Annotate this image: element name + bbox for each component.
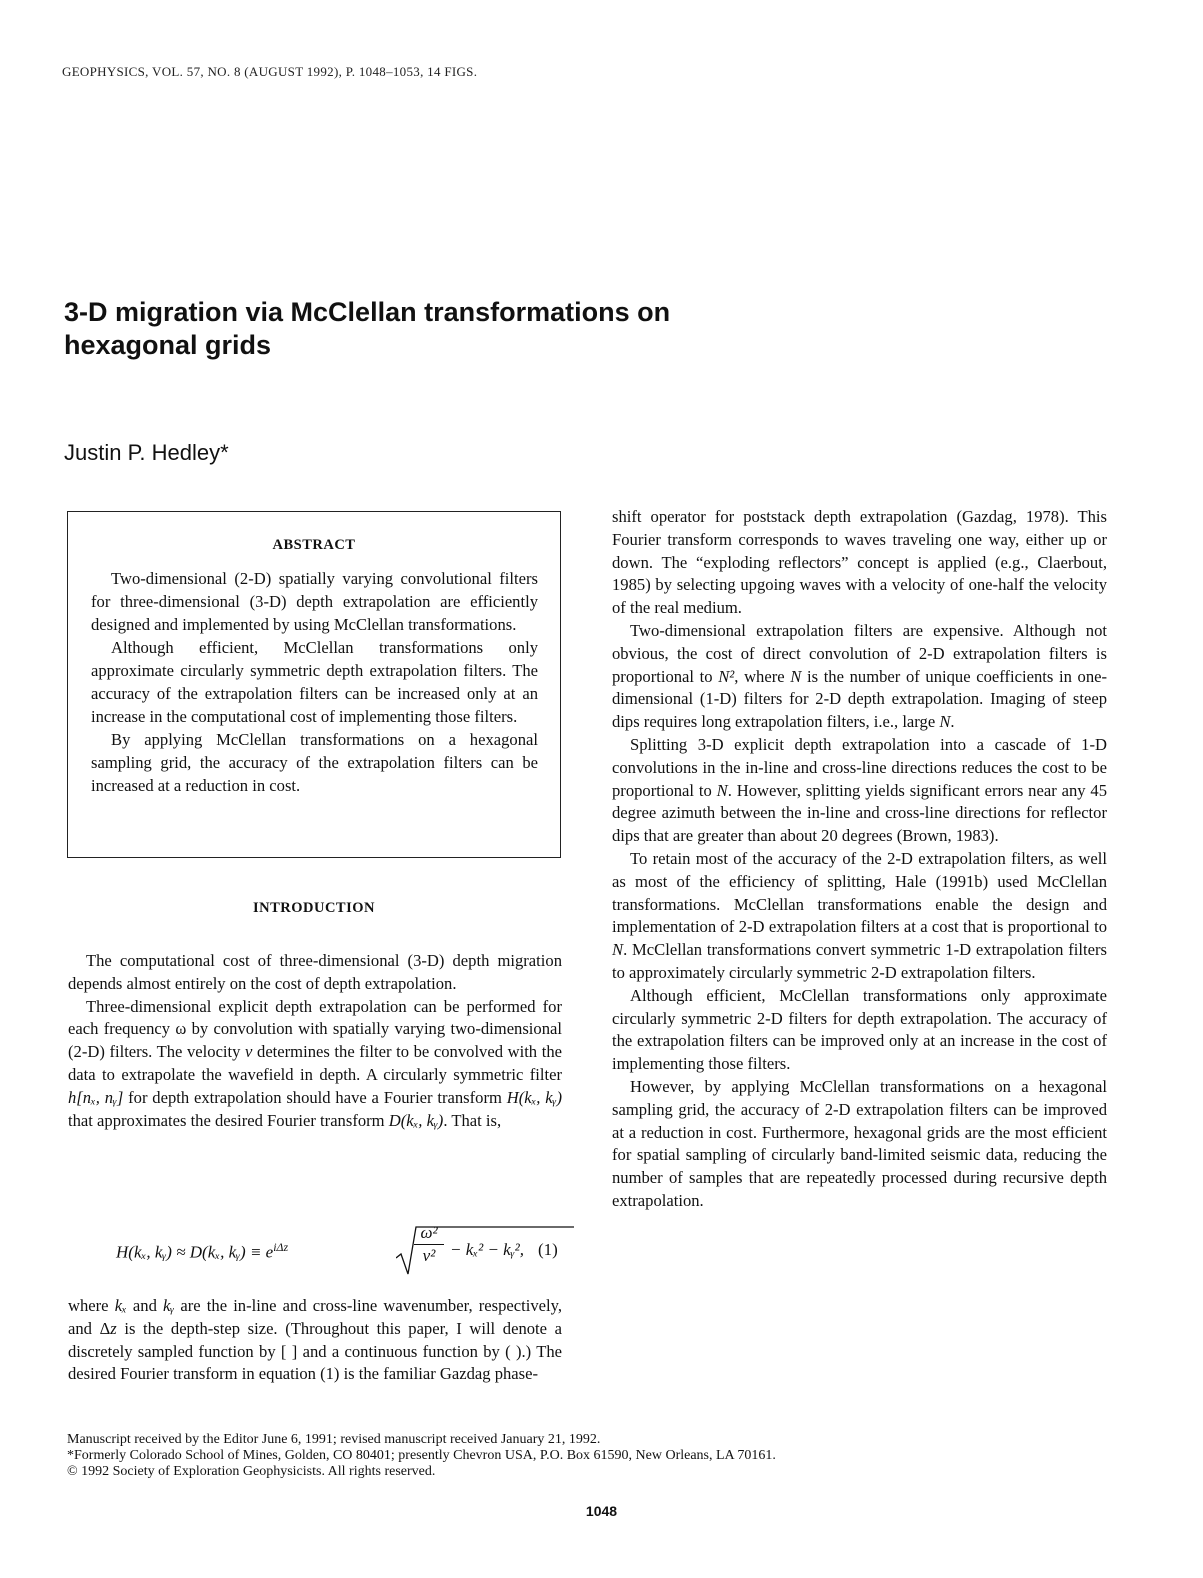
page-number: 1048 <box>585 1503 618 1519</box>
intro-paragraph: where kₓ and kᵧ are the in-line and cross-line wavenumber, respectively, and Δz is the depth-step size. (Throughout this paper, I will denote a discretely sampled function by [ ] and a continuous function by ( ).) The desired Fourier transform in equation (1) is the familiar Gazdag phase- <box>68 1296 562 1384</box>
footnote-affiliation: *Formerly Colorado School of Mines, Golden, CO 80401; presently Chevron USA, P.O. Box 61590, New Orleans, LA 70161. <box>67 1448 776 1463</box>
equation-rest: − kₓ² − kᵧ², <box>450 1240 524 1259</box>
abstract-heading: ABSTRACT <box>272 537 356 553</box>
fraction-denominator: v² <box>422 1246 436 1265</box>
body-paragraph: However, by applying McClellan transformations on a hexagonal sampling grid, the accuracy of 2-D extrapolation filters can be improved at a reduction in cost. Furthermore, hexagonal grids are the most efficient for spatial sampling of circularly band-limited seismic data, reducing the number of samples that are repeatedly processed during recursive depth extrapolation. <box>612 1076 1107 1210</box>
footnotes <box>67 1432 1107 1480</box>
abstract-paragraph: By applying McClellan transformations on a hexagonal sampling grid, the accuracy of the extrapolation filters can be increased at a reduction in cost. <box>91 730 538 795</box>
left-column-continued <box>68 1295 562 1386</box>
abstract-box <box>67 511 561 858</box>
left-column <box>68 950 562 1132</box>
fraction-numerator: ω² <box>414 1222 444 1245</box>
intro-paragraph: Three-dimensional explicit depth extrapolation can be performed for each frequency ω by convolution with spatially varying two-dimensional (2-D) filters. The velocity v determines the filter to be convolved with the data to extrapolate the wavefield in depth. A circularly symmetric filter h[nₓ, nᵧ] for depth extrapolation should have a Fourier transform H(kₓ, kᵧ) that approximates the desired Fourier transform D(kₓ, kᵧ). That is, <box>68 996 562 1130</box>
abstract-paragraph: Two-dimensional (2-D) spatially varying convolutional filters for three-dimensional (3-D) depth extrapolation are efficiently designed and implemented by using McClellan transformations. <box>91 569 538 634</box>
footnote-received: Manuscript received by the Editor June 6, 1991; revised manuscript received January 21, 1992. <box>67 1432 601 1447</box>
title-line-2: hexagonal grids <box>64 330 272 360</box>
equation-fraction <box>414 1222 444 1267</box>
intro-paragraph: The computational cost of three-dimensional (3-D) depth migration depends almost entirely on the cost of depth extrapolation. <box>68 951 562 993</box>
author-name: Justin P. Hedley* <box>64 440 229 465</box>
body-paragraph: Two-dimensional extrapolation filters are expensive. Although not obvious, the cost of direct convolution of 2-D extrapolation filters is proportional to N², where N is the number of unique coefficients in one-dimensional (1-D) filters for 2-D depth extrapolation. Imaging of steep dips requires long extrapolation filters, i.e., large N. <box>612 620 1108 732</box>
abstract-paragraph: Although efficient, McClellan transformations only approximate circularly symmetric depth extrapolation filters. The accuracy of the extrapolation filters can be increased only at an increase in the computational cost of implementing those filters. <box>91 638 538 726</box>
abstract-body <box>91 567 538 797</box>
body-paragraph: Splitting 3-D explicit depth extrapolation into a cascade of 1-D convolutions in the in-line and cross-line directions reduces the cost to be proportional to N. However, splitting yields significant errors near any 45 degree azimuth between the in-line and cross-line directions for reflector dips that are greater than about 20 degrees (Brown, 1983). <box>612 734 1107 846</box>
title-line-1: 3-D migration via McClellan transformations on <box>64 297 671 327</box>
running-head: GEOPHYSICS, VOL. 57, NO. 8 (AUGUST 1992), P. 1048–1053, 14 FIGS. <box>62 64 478 79</box>
equation-number: (1) <box>538 1240 558 1259</box>
body-paragraph: shift operator for poststack depth extrapolation (Gazdag, 1978). This Fourier transform corresponds to waves traveling one way, either up or down. The “exploding reflectors” concept is applied (e.g., Claerbout, 1985) by selecting upgoing waves with a velocity of one-half the velocity of the real medium. <box>612 507 1107 618</box>
equation-1 <box>68 1222 562 1280</box>
introduction-heading: INTRODUCTION <box>252 900 375 916</box>
body-paragraph: To retain most of the accuracy of the 2-D extrapolation filters, as well as most of the efficiency of splitting, Hale (1991b) used McClellan transformations. McClellan transformations enable the design and implementation of 2-D extrapolation filters at a cost that is proportional to N. McClellan transformations convert symmetric 1-D extrapolation filters to approximately circularly symmetric 2-D extrapolation filters. <box>612 848 1107 982</box>
body-paragraph: Although efficient, McClellan transformations only approximate circularly symmetric 2-D filters for depth extrapolation. The accuracy of the extrapolation filters can be improved only at an increase in the cost of implementing those filters. <box>612 985 1107 1074</box>
right-column <box>612 506 1107 1213</box>
paper-title <box>64 296 784 362</box>
equation-lhs: H(kₓ, kᵧ) ≈ D(kₓ, kᵧ) ≡ $e^{i\Delta z}$ <box>116 1240 289 1262</box>
footnote-copyright: © 1992 Society of Exploration Geophysicists. All rights reserved. <box>67 1464 436 1479</box>
